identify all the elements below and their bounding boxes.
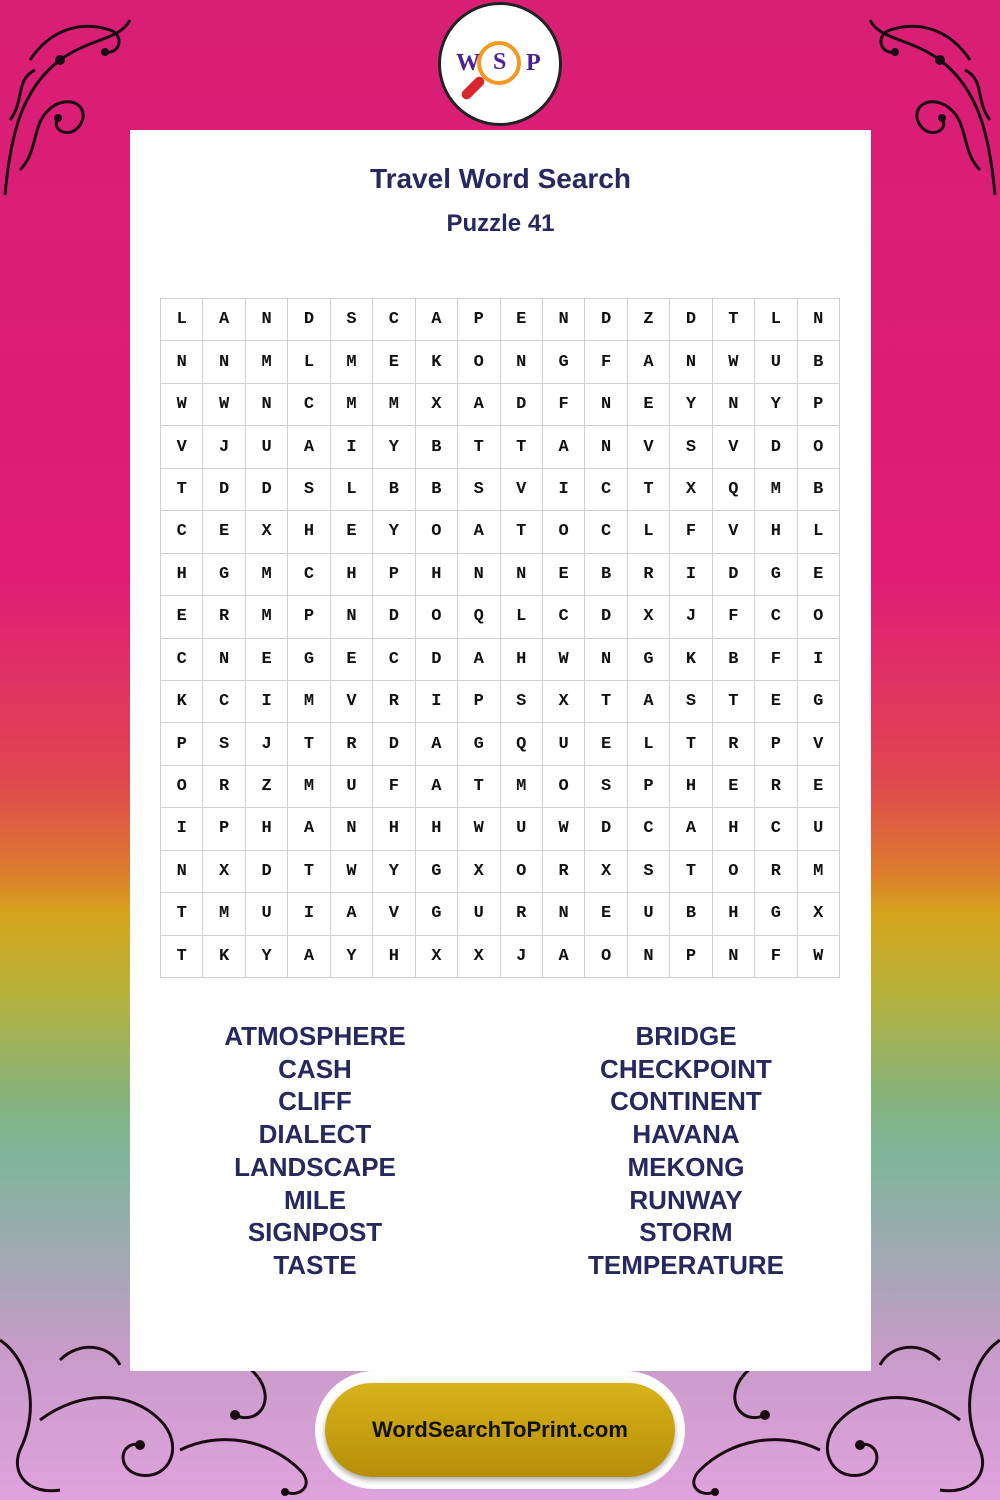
- grid-cell[interactable]: N: [331, 808, 373, 850]
- grid-cell[interactable]: I: [288, 893, 330, 935]
- grid-cell[interactable]: C: [585, 469, 627, 511]
- grid-cell[interactable]: B: [416, 469, 458, 511]
- grid-cell[interactable]: C: [373, 639, 415, 681]
- grid-cell[interactable]: N: [543, 299, 585, 341]
- grid-cell[interactable]: N: [161, 851, 203, 893]
- grid-cell[interactable]: T: [161, 936, 203, 978]
- grid-cell[interactable]: H: [331, 554, 373, 596]
- grid-cell[interactable]: N: [331, 596, 373, 638]
- grid-cell[interactable]: R: [373, 681, 415, 723]
- grid-cell[interactable]: Y: [331, 936, 373, 978]
- grid-cell[interactable]: R: [713, 723, 755, 765]
- word-list-item: TEMPERATURE: [588, 1249, 784, 1280]
- grid-cell[interactable]: P: [670, 936, 712, 978]
- grid-cell[interactable]: E: [203, 511, 245, 553]
- grid-cell[interactable]: H: [161, 554, 203, 596]
- grid-cell[interactable]: J: [246, 723, 288, 765]
- grid-cell[interactable]: E: [543, 554, 585, 596]
- grid-cell[interactable]: O: [458, 341, 500, 383]
- grid-cell[interactable]: O: [798, 426, 840, 468]
- grid-cell[interactable]: T: [161, 893, 203, 935]
- grid-cell[interactable]: B: [798, 341, 840, 383]
- grid-cell[interactable]: Q: [713, 469, 755, 511]
- grid-cell[interactable]: H: [246, 808, 288, 850]
- grid-cell[interactable]: D: [501, 384, 543, 426]
- grid-cell[interactable]: O: [543, 766, 585, 808]
- grid-cell[interactable]: L: [161, 299, 203, 341]
- grid-cell[interactable]: H: [755, 511, 797, 553]
- wsp-logo[interactable]: [438, 2, 562, 126]
- grid-cell[interactable]: A: [458, 384, 500, 426]
- grid-cell[interactable]: A: [416, 766, 458, 808]
- grid-cell[interactable]: A: [416, 299, 458, 341]
- grid-cell[interactable]: X: [670, 469, 712, 511]
- grid-cell[interactable]: W: [543, 639, 585, 681]
- grid-cell[interactable]: F: [670, 511, 712, 553]
- grid-cell[interactable]: G: [288, 639, 330, 681]
- grid-cell[interactable]: B: [798, 469, 840, 511]
- logo-letter-s: S: [493, 49, 507, 75]
- puzzle-card: [130, 130, 871, 1371]
- grid-cell[interactable]: Q: [501, 723, 543, 765]
- grid-cell[interactable]: D: [713, 554, 755, 596]
- grid-cell[interactable]: C: [203, 681, 245, 723]
- grid-cell[interactable]: K: [161, 681, 203, 723]
- grid-cell[interactable]: V: [628, 426, 670, 468]
- grid-cell[interactable]: V: [161, 426, 203, 468]
- grid-cell[interactable]: L: [628, 511, 670, 553]
- grid-cell[interactable]: P: [373, 554, 415, 596]
- grid-cell[interactable]: D: [246, 469, 288, 511]
- word-list-item: CLIFF: [278, 1086, 352, 1117]
- grid-cell[interactable]: X: [416, 384, 458, 426]
- grid-cell[interactable]: D: [585, 299, 627, 341]
- grid-cell[interactable]: I: [246, 681, 288, 723]
- grid-cell[interactable]: T: [458, 426, 500, 468]
- grid-cell[interactable]: F: [585, 341, 627, 383]
- grid-cell[interactable]: W: [713, 341, 755, 383]
- grid-cell[interactable]: O: [161, 766, 203, 808]
- grid-cell[interactable]: E: [755, 681, 797, 723]
- grid-cell[interactable]: E: [628, 384, 670, 426]
- grid-cell[interactable]: E: [713, 766, 755, 808]
- grid-cell[interactable]: O: [585, 936, 627, 978]
- grid-cell[interactable]: J: [670, 596, 712, 638]
- grid-cell[interactable]: G: [458, 723, 500, 765]
- grid-cell[interactable]: L: [288, 341, 330, 383]
- website-button-frame: [315, 1371, 685, 1489]
- grid-cell[interactable]: U: [755, 341, 797, 383]
- grid-cell[interactable]: N: [585, 426, 627, 468]
- grid-cell[interactable]: L: [501, 596, 543, 638]
- grid-cell[interactable]: A: [628, 341, 670, 383]
- grid-cell[interactable]: L: [331, 469, 373, 511]
- grid-cell[interactable]: K: [416, 341, 458, 383]
- grid-cell[interactable]: S: [670, 426, 712, 468]
- grid-cell[interactable]: I: [798, 639, 840, 681]
- website-button[interactable]: WordSearchToPrint.com: [325, 1383, 675, 1477]
- grid-cell[interactable]: N: [713, 384, 755, 426]
- corner-ornament-top-right: [860, 0, 1000, 210]
- grid-cell[interactable]: O: [416, 596, 458, 638]
- word-list-item: RUNWAY: [629, 1184, 743, 1215]
- word-list-item: TASTE: [273, 1249, 357, 1280]
- grid-cell[interactable]: O: [416, 511, 458, 553]
- grid-cell[interactable]: C: [288, 384, 330, 426]
- grid-cell[interactable]: X: [543, 681, 585, 723]
- grid-cell[interactable]: U: [501, 808, 543, 850]
- grid-cell[interactable]: A: [543, 426, 585, 468]
- grid-cell[interactable]: A: [288, 808, 330, 850]
- grid-cell[interactable]: M: [288, 681, 330, 723]
- grid-cell[interactable]: T: [288, 851, 330, 893]
- grid-cell[interactable]: X: [798, 893, 840, 935]
- grid-cell[interactable]: X: [585, 851, 627, 893]
- grid-cell[interactable]: L: [628, 723, 670, 765]
- grid-cell[interactable]: J: [203, 426, 245, 468]
- grid-cell[interactable]: E: [585, 723, 627, 765]
- grid-cell[interactable]: N: [543, 893, 585, 935]
- puzzle-number: Puzzle 41: [446, 210, 555, 237]
- grid-cell[interactable]: N: [798, 299, 840, 341]
- grid-cell[interactable]: A: [458, 639, 500, 681]
- grid-cell[interactable]: C: [161, 639, 203, 681]
- grid-cell[interactable]: E: [331, 639, 373, 681]
- grid-cell[interactable]: S: [288, 469, 330, 511]
- grid-cell[interactable]: P: [458, 299, 500, 341]
- grid-cell[interactable]: N: [585, 384, 627, 426]
- grid-cell[interactable]: R: [331, 723, 373, 765]
- grid-cell[interactable]: H: [713, 893, 755, 935]
- grid-cell[interactable]: V: [501, 469, 543, 511]
- corner-ornament-top-left: [0, 0, 140, 210]
- grid-cell[interactable]: D: [416, 639, 458, 681]
- grid-cell[interactable]: K: [670, 639, 712, 681]
- grid-cell[interactable]: C: [755, 808, 797, 850]
- word-list-item: MILE: [283, 1184, 347, 1215]
- grid-cell[interactable]: X: [458, 936, 500, 978]
- grid-cell[interactable]: T: [288, 723, 330, 765]
- grid-cell[interactable]: Z: [246, 766, 288, 808]
- grid-cell[interactable]: W: [331, 851, 373, 893]
- grid-cell[interactable]: M: [331, 341, 373, 383]
- grid-cell[interactable]: A: [458, 511, 500, 553]
- grid-cell[interactable]: G: [203, 554, 245, 596]
- grid-cell[interactable]: K: [203, 936, 245, 978]
- grid-cell[interactable]: E: [585, 893, 627, 935]
- grid-cell[interactable]: U: [331, 766, 373, 808]
- grid-cell[interactable]: D: [373, 723, 415, 765]
- grid-cell[interactable]: G: [543, 341, 585, 383]
- grid-cell[interactable]: E: [246, 639, 288, 681]
- grid-cell[interactable]: S: [670, 681, 712, 723]
- grid-cell[interactable]: H: [501, 639, 543, 681]
- letter-grid: [160, 298, 840, 978]
- grid-cell[interactable]: Q: [458, 596, 500, 638]
- grid-cell[interactable]: H: [288, 511, 330, 553]
- grid-cell[interactable]: D: [203, 469, 245, 511]
- word-list-item: ATMOSPHERE: [224, 1021, 406, 1051]
- grid-cell[interactable]: V: [713, 511, 755, 553]
- word-list-item: DIALECT: [258, 1119, 372, 1150]
- grid-cell[interactable]: V: [798, 723, 840, 765]
- grid-cell[interactable]: P: [628, 766, 670, 808]
- grid-cell[interactable]: N: [203, 341, 245, 383]
- grid-cell[interactable]: S: [628, 851, 670, 893]
- word-list-item: HAVANA: [632, 1119, 740, 1150]
- grid-cell[interactable]: R: [755, 766, 797, 808]
- word-list-item: STORM: [639, 1217, 733, 1248]
- grid-cell[interactable]: S: [501, 681, 543, 723]
- grid-cell[interactable]: B: [713, 639, 755, 681]
- grid-cell[interactable]: C: [755, 596, 797, 638]
- grid-cell[interactable]: W: [458, 808, 500, 850]
- grid-cell[interactable]: T: [585, 681, 627, 723]
- grid-cell[interactable]: N: [501, 341, 543, 383]
- grid-cell[interactable]: B: [373, 469, 415, 511]
- grid-cell[interactable]: S: [458, 469, 500, 511]
- magnifier-handle: [460, 75, 487, 102]
- grid-cell[interactable]: A: [288, 936, 330, 978]
- grid-cell[interactable]: J: [501, 936, 543, 978]
- grid-cell[interactable]: G: [798, 681, 840, 723]
- grid-cell[interactable]: W: [161, 384, 203, 426]
- grid-cell[interactable]: F: [755, 936, 797, 978]
- grid-cell[interactable]: C: [288, 554, 330, 596]
- grid-cell[interactable]: T: [628, 469, 670, 511]
- grid-cell[interactable]: E: [798, 766, 840, 808]
- logo-letter-w: W: [456, 50, 480, 76]
- grid-cell[interactable]: Y: [670, 384, 712, 426]
- grid-cell[interactable]: W: [798, 936, 840, 978]
- grid-cell[interactable]: I: [543, 469, 585, 511]
- grid-cell[interactable]: T: [670, 851, 712, 893]
- page-title: Travel Word Search: [370, 163, 631, 194]
- grid-cell[interactable]: G: [755, 554, 797, 596]
- grid-cell[interactable]: R: [203, 596, 245, 638]
- word-list-left: [130, 1020, 500, 1282]
- grid-cell[interactable]: G: [416, 893, 458, 935]
- grid-cell[interactable]: C: [373, 299, 415, 341]
- word-list-item: CASH: [278, 1053, 352, 1084]
- grid-cell[interactable]: M: [755, 469, 797, 511]
- grid-cell[interactable]: C: [628, 808, 670, 850]
- grid-cell[interactable]: P: [203, 808, 245, 850]
- grid-cell[interactable]: E: [501, 299, 543, 341]
- word-list-item: BRIDGE: [635, 1021, 737, 1051]
- grid-cell[interactable]: T: [713, 299, 755, 341]
- grid-cell[interactable]: D: [246, 851, 288, 893]
- grid-cell[interactable]: R: [203, 766, 245, 808]
- grid-cell[interactable]: Y: [755, 384, 797, 426]
- grid-cell[interactable]: B: [416, 426, 458, 468]
- grid-cell[interactable]: T: [501, 426, 543, 468]
- grid-cell[interactable]: E: [331, 511, 373, 553]
- grid-cell[interactable]: G: [755, 893, 797, 935]
- grid-cell[interactable]: M: [798, 851, 840, 893]
- grid-cell[interactable]: H: [416, 554, 458, 596]
- grid-cell[interactable]: S: [585, 766, 627, 808]
- grid-cell[interactable]: V: [331, 681, 373, 723]
- grid-cell[interactable]: U: [798, 808, 840, 850]
- grid-cell[interactable]: Y: [373, 426, 415, 468]
- word-list-item: CONTINENT: [610, 1086, 762, 1117]
- grid-cell[interactable]: Y: [246, 936, 288, 978]
- grid-cell[interactable]: D: [585, 596, 627, 638]
- grid-cell[interactable]: Y: [373, 511, 415, 553]
- grid-cell[interactable]: P: [288, 596, 330, 638]
- grid-cell[interactable]: H: [713, 808, 755, 850]
- grid-cell[interactable]: S: [331, 299, 373, 341]
- grid-cell[interactable]: T: [670, 723, 712, 765]
- grid-cell[interactable]: P: [458, 681, 500, 723]
- word-list-item: MEKONG: [627, 1151, 745, 1182]
- grid-cell[interactable]: M: [331, 384, 373, 426]
- grid-cell[interactable]: X: [203, 851, 245, 893]
- grid-cell[interactable]: N: [458, 554, 500, 596]
- grid-cell[interactable]: A: [203, 299, 245, 341]
- grid-cell[interactable]: E: [161, 596, 203, 638]
- grid-cell[interactable]: M: [501, 766, 543, 808]
- grid-cell[interactable]: M: [246, 341, 288, 383]
- grid-cell[interactable]: R: [628, 554, 670, 596]
- grid-cell[interactable]: V: [713, 426, 755, 468]
- grid-cell[interactable]: T: [713, 681, 755, 723]
- grid-cell[interactable]: O: [713, 851, 755, 893]
- grid-cell[interactable]: L: [798, 511, 840, 553]
- grid-cell[interactable]: O: [798, 596, 840, 638]
- grid-cell[interactable]: A: [416, 723, 458, 765]
- grid-cell[interactable]: M: [246, 554, 288, 596]
- grid-cell[interactable]: N: [713, 936, 755, 978]
- grid-cell[interactable]: D: [373, 596, 415, 638]
- grid-cell[interactable]: E: [373, 341, 415, 383]
- grid-cell[interactable]: A: [331, 893, 373, 935]
- grid-cell[interactable]: Y: [373, 851, 415, 893]
- word-list-item: LANDSCAPE: [234, 1151, 396, 1182]
- grid-cell[interactable]: N: [203, 639, 245, 681]
- grid-cell[interactable]: G: [416, 851, 458, 893]
- grid-cell[interactable]: M: [373, 384, 415, 426]
- grid-cell[interactable]: R: [501, 893, 543, 935]
- grid-cell[interactable]: H: [373, 808, 415, 850]
- grid-cell[interactable]: C: [161, 511, 203, 553]
- grid-cell[interactable]: U: [246, 893, 288, 935]
- grid-cell[interactable]: B: [670, 893, 712, 935]
- grid-cell[interactable]: X: [416, 936, 458, 978]
- grid-cell[interactable]: N: [501, 554, 543, 596]
- grid-cell[interactable]: U: [628, 893, 670, 935]
- grid-cell[interactable]: F: [713, 596, 755, 638]
- grid-cell[interactable]: U: [543, 723, 585, 765]
- logo-letter-p: P: [526, 50, 541, 76]
- grid-cell[interactable]: T: [501, 511, 543, 553]
- grid-cell[interactable]: H: [416, 808, 458, 850]
- grid-cell[interactable]: S: [203, 723, 245, 765]
- grid-cell[interactable]: F: [755, 639, 797, 681]
- word-list-right: [501, 1020, 871, 1282]
- grid-cell[interactable]: N: [628, 936, 670, 978]
- grid-cell[interactable]: X: [246, 511, 288, 553]
- grid-cell[interactable]: D: [585, 808, 627, 850]
- grid-cell[interactable]: B: [585, 554, 627, 596]
- grid-cell[interactable]: A: [628, 681, 670, 723]
- grid-cell[interactable]: D: [288, 299, 330, 341]
- grid-cell[interactable]: T: [161, 469, 203, 511]
- grid-cell[interactable]: A: [288, 426, 330, 468]
- grid-cell[interactable]: N: [246, 384, 288, 426]
- grid-cell[interactable]: I: [161, 808, 203, 850]
- word-list-item: SIGNPOST: [247, 1217, 383, 1248]
- grid-cell[interactable]: O: [543, 511, 585, 553]
- grid-cell[interactable]: U: [246, 426, 288, 468]
- grid-cell[interactable]: I: [331, 426, 373, 468]
- grid-cell[interactable]: F: [543, 384, 585, 426]
- grid-cell[interactable]: M: [203, 893, 245, 935]
- grid-cell[interactable]: N: [585, 639, 627, 681]
- grid-cell[interactable]: T: [458, 766, 500, 808]
- grid-cell[interactable]: F: [373, 766, 415, 808]
- grid-cell[interactable]: E: [798, 554, 840, 596]
- grid-cell[interactable]: X: [628, 596, 670, 638]
- grid-cell[interactable]: M: [246, 596, 288, 638]
- grid-cell[interactable]: P: [161, 723, 203, 765]
- grid-cell[interactable]: O: [501, 851, 543, 893]
- grid-cell[interactable]: A: [543, 936, 585, 978]
- grid-cell[interactable]: A: [670, 808, 712, 850]
- grid-cell[interactable]: L: [755, 299, 797, 341]
- grid-cell[interactable]: P: [798, 384, 840, 426]
- grid-cell[interactable]: N: [670, 341, 712, 383]
- grid-cell[interactable]: I: [670, 554, 712, 596]
- grid-cell[interactable]: M: [288, 766, 330, 808]
- grid-cell[interactable]: C: [543, 596, 585, 638]
- grid-cell[interactable]: H: [373, 936, 415, 978]
- grid-cell[interactable]: U: [458, 893, 500, 935]
- grid-cell[interactable]: C: [585, 511, 627, 553]
- word-list-item: CHECKPOINT: [600, 1053, 772, 1084]
- grid-cell[interactable]: H: [670, 766, 712, 808]
- grid-cell[interactable]: N: [161, 341, 203, 383]
- grid-cell[interactable]: X: [458, 851, 500, 893]
- grid-cell[interactable]: G: [628, 639, 670, 681]
- grid-cell[interactable]: R: [755, 851, 797, 893]
- grid-cell[interactable]: D: [755, 426, 797, 468]
- grid-cell[interactable]: N: [246, 299, 288, 341]
- grid-cell[interactable]: V: [373, 893, 415, 935]
- grid-cell[interactable]: Z: [628, 299, 670, 341]
- grid-cell[interactable]: P: [755, 723, 797, 765]
- grid-cell[interactable]: I: [416, 681, 458, 723]
- grid-cell[interactable]: R: [543, 851, 585, 893]
- grid-cell[interactable]: D: [670, 299, 712, 341]
- grid-cell[interactable]: W: [543, 808, 585, 850]
- grid-cell[interactable]: W: [203, 384, 245, 426]
